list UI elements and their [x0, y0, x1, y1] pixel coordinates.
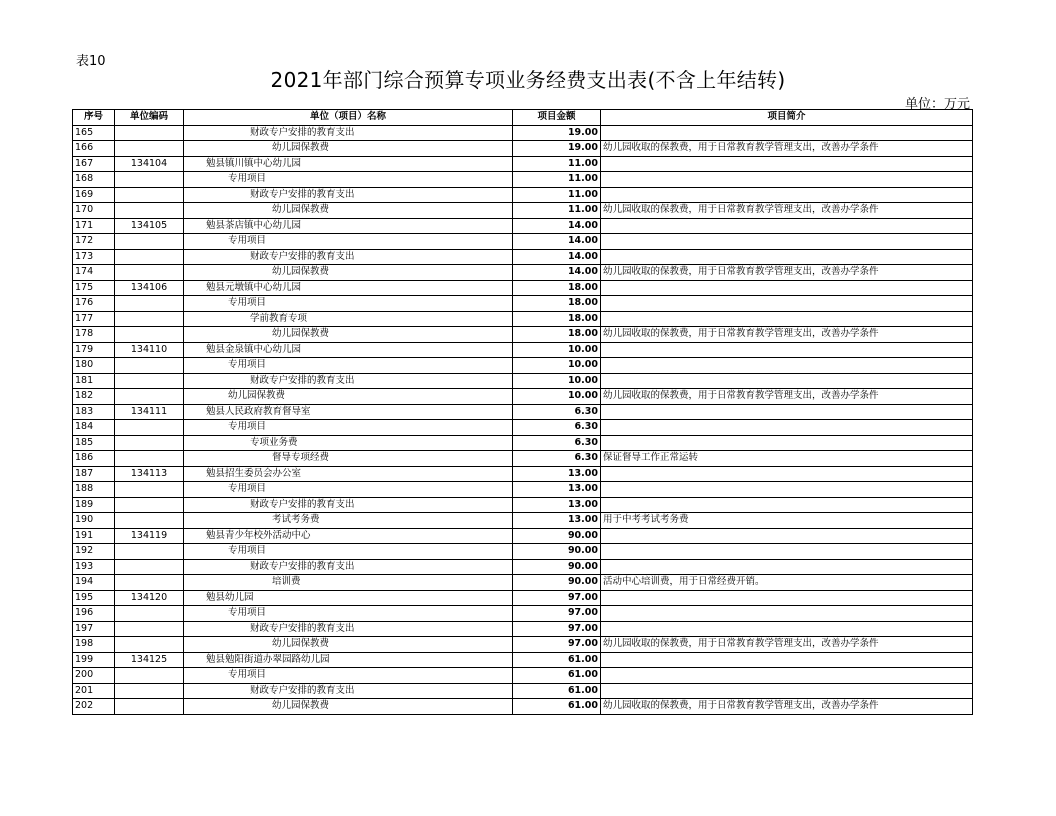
cell-seq: 178 — [73, 327, 115, 343]
cell-name: 幼儿园保教费 — [184, 141, 513, 157]
table-row — [73, 420, 973, 436]
cell-unit-code: 134110 — [115, 342, 184, 358]
table-row — [73, 606, 973, 622]
cell-name: 财政专户安排的教育支出 — [184, 621, 513, 637]
cell-seq: 188 — [73, 482, 115, 498]
table-row — [73, 482, 973, 498]
table-row — [73, 156, 973, 172]
cell-description — [601, 156, 973, 172]
cell-description: 幼儿园收取的保教费，用于日常教育教学管理支出，改善办学条件 — [601, 637, 973, 653]
cell-unit-code: 134120 — [115, 590, 184, 606]
cell-unit-code — [115, 249, 184, 265]
cell-name: 财政专户安排的教育支出 — [184, 559, 513, 575]
cell-seq: 166 — [73, 141, 115, 157]
cell-name: 财政专户安排的教育支出 — [184, 249, 513, 265]
cell-amount: 11.00 — [513, 156, 601, 172]
cell-unit-code — [115, 497, 184, 513]
cell-unit-code — [115, 187, 184, 203]
cell-name: 幼儿园保教费 — [184, 265, 513, 281]
cell-description — [601, 606, 973, 622]
table-row — [73, 203, 973, 219]
cell-name: 勉县幼儿园 — [184, 590, 513, 606]
cell-description — [601, 187, 973, 203]
cell-name: 专用项目 — [184, 296, 513, 312]
cell-unit-code: 134106 — [115, 280, 184, 296]
cell-amount: 13.00 — [513, 482, 601, 498]
cell-amount: 13.00 — [513, 513, 601, 529]
cell-amount: 18.00 — [513, 280, 601, 296]
table-row — [73, 373, 973, 389]
cell-description — [601, 234, 973, 250]
cell-unit-code — [115, 265, 184, 281]
cell-seq: 186 — [73, 451, 115, 467]
cell-name: 财政专户安排的教育支出 — [184, 683, 513, 699]
table-row — [73, 141, 973, 157]
cell-description — [601, 218, 973, 234]
cell-unit-code — [115, 513, 184, 529]
cell-seq: 197 — [73, 621, 115, 637]
cell-amount: 6.30 — [513, 451, 601, 467]
cell-seq: 168 — [73, 172, 115, 188]
table-body — [73, 125, 973, 714]
table-row — [73, 389, 973, 405]
cell-seq: 193 — [73, 559, 115, 575]
table-row — [73, 528, 973, 544]
cell-name: 财政专户安排的教育支出 — [184, 187, 513, 203]
cell-name: 勉县元墩镇中心幼儿园 — [184, 280, 513, 296]
cell-name: 专用项目 — [184, 606, 513, 622]
table-row — [73, 172, 973, 188]
cell-unit-code — [115, 637, 184, 653]
cell-amount: 61.00 — [513, 683, 601, 699]
cell-amount: 14.00 — [513, 234, 601, 250]
cell-name: 勉县镇川镇中心幼儿园 — [184, 156, 513, 172]
table-row — [73, 575, 973, 591]
cell-name: 专用项目 — [184, 172, 513, 188]
cell-name: 勉县青少年校外活动中心 — [184, 528, 513, 544]
budget-table — [72, 109, 973, 715]
cell-unit-code — [115, 358, 184, 374]
table-row — [73, 652, 973, 668]
cell-amount: 18.00 — [513, 311, 601, 327]
table-row — [73, 296, 973, 312]
table-row — [73, 451, 973, 467]
cell-description: 幼儿园收取的保教费，用于日常教育教学管理支出，改善办学条件 — [601, 699, 973, 715]
cell-name: 考试考务费 — [184, 513, 513, 529]
document-title: 2021年部门综合预算专项业务经费支出表(不含上年结转) — [270, 68, 786, 92]
cell-name: 专项业务费 — [184, 435, 513, 451]
cell-seq: 172 — [73, 234, 115, 250]
cell-unit-code — [115, 234, 184, 250]
cell-seq: 192 — [73, 544, 115, 560]
cell-seq: 181 — [73, 373, 115, 389]
table-row — [73, 466, 973, 482]
cell-unit-code: 134105 — [115, 218, 184, 234]
cell-unit-code — [115, 327, 184, 343]
cell-unit-code — [115, 482, 184, 498]
cell-unit-code — [115, 544, 184, 560]
cell-name: 勉县人民政府教育督导室 — [184, 404, 513, 420]
cell-name: 幼儿园保教费 — [184, 203, 513, 219]
cell-name: 专用项目 — [184, 544, 513, 560]
table-row — [73, 404, 973, 420]
cell-amount: 6.30 — [513, 435, 601, 451]
cell-seq: 191 — [73, 528, 115, 544]
cell-unit-code — [115, 420, 184, 436]
cell-seq: 190 — [73, 513, 115, 529]
cell-name: 勉县招生委员会办公室 — [184, 466, 513, 482]
cell-amount: 61.00 — [513, 699, 601, 715]
cell-unit-code — [115, 172, 184, 188]
cell-seq: 195 — [73, 590, 115, 606]
cell-seq: 167 — [73, 156, 115, 172]
cell-unit-code — [115, 699, 184, 715]
cell-unit-code — [115, 668, 184, 684]
table-row — [73, 497, 973, 513]
table-row — [73, 249, 973, 265]
cell-unit-code — [115, 389, 184, 405]
table-row — [73, 621, 973, 637]
cell-seq: 184 — [73, 420, 115, 436]
cell-amount: 97.00 — [513, 590, 601, 606]
cell-description: 保证督导工作正常运转 — [601, 451, 973, 467]
cell-name: 幼儿园保教费 — [184, 389, 513, 405]
cell-unit-code: 134111 — [115, 404, 184, 420]
table-row — [73, 311, 973, 327]
column-header-seq: 序号 — [73, 110, 115, 126]
cell-unit-code — [115, 559, 184, 575]
cell-description: 幼儿园收取的保教费，用于日常教育教学管理支出，改善办学条件 — [601, 389, 973, 405]
cell-amount: 19.00 — [513, 125, 601, 141]
cell-name: 财政专户安排的教育支出 — [184, 373, 513, 389]
cell-seq: 202 — [73, 699, 115, 715]
cell-seq: 170 — [73, 203, 115, 219]
cell-seq: 171 — [73, 218, 115, 234]
cell-description — [601, 125, 973, 141]
cell-amount: 10.00 — [513, 358, 601, 374]
cell-name: 专用项目 — [184, 234, 513, 250]
table-row — [73, 559, 973, 575]
cell-description — [601, 683, 973, 699]
cell-unit-code — [115, 683, 184, 699]
cell-name: 专用项目 — [184, 668, 513, 684]
cell-unit-code — [115, 373, 184, 389]
cell-description — [601, 668, 973, 684]
cell-amount: 90.00 — [513, 559, 601, 575]
cell-amount: 6.30 — [513, 420, 601, 436]
cell-unit-code: 134125 — [115, 652, 184, 668]
cell-amount: 97.00 — [513, 637, 601, 653]
table-number-label: 表10 — [76, 54, 106, 69]
cell-description — [601, 435, 973, 451]
column-header-name: 单位（项目）名称 — [184, 110, 513, 126]
cell-name: 专用项目 — [184, 420, 513, 436]
cell-description — [601, 404, 973, 420]
cell-unit-code — [115, 435, 184, 451]
cell-seq: 175 — [73, 280, 115, 296]
column-header-amount: 项目金额 — [513, 110, 601, 126]
cell-seq: 183 — [73, 404, 115, 420]
cell-seq: 173 — [73, 249, 115, 265]
column-header-code: 单位编码 — [115, 110, 184, 126]
cell-amount: 19.00 — [513, 141, 601, 157]
table-row — [73, 513, 973, 529]
cell-amount: 90.00 — [513, 575, 601, 591]
cell-name: 勉县茶店镇中心幼儿园 — [184, 218, 513, 234]
cell-amount: 11.00 — [513, 203, 601, 219]
cell-name: 勉县金泉镇中心幼儿园 — [184, 342, 513, 358]
cell-seq: 180 — [73, 358, 115, 374]
cell-seq: 182 — [73, 389, 115, 405]
cell-name: 专用项目 — [184, 482, 513, 498]
cell-seq: 200 — [73, 668, 115, 684]
table-row — [73, 544, 973, 560]
cell-name: 勉县勉阳街道办翠园路幼儿园 — [184, 652, 513, 668]
cell-unit-code — [115, 606, 184, 622]
cell-description: 幼儿园收取的保教费，用于日常教育教学管理支出，改善办学条件 — [601, 265, 973, 281]
table-row — [73, 683, 973, 699]
table-row — [73, 280, 973, 296]
cell-seq: 177 — [73, 311, 115, 327]
cell-unit-code — [115, 575, 184, 591]
cell-amount: 10.00 — [513, 342, 601, 358]
cell-description — [601, 172, 973, 188]
cell-amount: 10.00 — [513, 389, 601, 405]
table-row — [73, 234, 973, 250]
cell-amount: 97.00 — [513, 621, 601, 637]
cell-seq: 185 — [73, 435, 115, 451]
cell-amount: 14.00 — [513, 249, 601, 265]
table-row — [73, 699, 973, 715]
cell-description: 幼儿园收取的保教费，用于日常教育教学管理支出，改善办学条件 — [601, 327, 973, 343]
cell-seq: 194 — [73, 575, 115, 591]
cell-description — [601, 358, 973, 374]
cell-unit-code — [115, 621, 184, 637]
cell-amount: 61.00 — [513, 668, 601, 684]
cell-seq: 189 — [73, 497, 115, 513]
table-header-row — [73, 110, 973, 126]
cell-amount: 61.00 — [513, 652, 601, 668]
cell-seq: 169 — [73, 187, 115, 203]
table-row — [73, 327, 973, 343]
cell-amount: 13.00 — [513, 497, 601, 513]
cell-seq: 179 — [73, 342, 115, 358]
table-row — [73, 187, 973, 203]
cell-amount: 18.00 — [513, 327, 601, 343]
cell-description — [601, 466, 973, 482]
cell-description — [601, 559, 973, 575]
cell-seq: 198 — [73, 637, 115, 653]
cell-description — [601, 420, 973, 436]
cell-description — [601, 652, 973, 668]
cell-description — [601, 482, 973, 498]
cell-amount: 14.00 — [513, 265, 601, 281]
cell-description: 用于中考考试考务费 — [601, 513, 973, 529]
cell-seq: 176 — [73, 296, 115, 312]
cell-unit-code — [115, 125, 184, 141]
cell-amount: 90.00 — [513, 528, 601, 544]
cell-description: 活动中心培训费，用于日常经费开销。 — [601, 575, 973, 591]
table-row — [73, 590, 973, 606]
cell-unit-code: 134113 — [115, 466, 184, 482]
cell-amount: 11.00 — [513, 187, 601, 203]
cell-description — [601, 296, 973, 312]
cell-description — [601, 373, 973, 389]
cell-description — [601, 621, 973, 637]
table-row — [73, 125, 973, 141]
cell-description — [601, 528, 973, 544]
cell-description — [601, 342, 973, 358]
cell-unit-code — [115, 296, 184, 312]
cell-description — [601, 311, 973, 327]
cell-seq: 201 — [73, 683, 115, 699]
cell-seq: 174 — [73, 265, 115, 281]
cell-name: 培训费 — [184, 575, 513, 591]
cell-name: 督导专项经费 — [184, 451, 513, 467]
cell-description — [601, 249, 973, 265]
cell-name: 学前教育专项 — [184, 311, 513, 327]
cell-description — [601, 590, 973, 606]
cell-unit-code — [115, 451, 184, 467]
table-row — [73, 218, 973, 234]
cell-amount: 6.30 — [513, 404, 601, 420]
unit-label: 单位：万元 — [904, 97, 970, 112]
cell-unit-code — [115, 141, 184, 157]
cell-description: 幼儿园收取的保教费，用于日常教育教学管理支出，改善办学条件 — [601, 203, 973, 219]
cell-description — [601, 544, 973, 560]
table-row — [73, 358, 973, 374]
cell-amount: 18.00 — [513, 296, 601, 312]
cell-description — [601, 497, 973, 513]
cell-seq: 196 — [73, 606, 115, 622]
cell-name: 幼儿园保教费 — [184, 327, 513, 343]
cell-amount: 14.00 — [513, 218, 601, 234]
cell-amount: 11.00 — [513, 172, 601, 188]
cell-name: 幼儿园保教费 — [184, 637, 513, 653]
cell-amount: 97.00 — [513, 606, 601, 622]
column-header-description: 项目简介 — [601, 110, 973, 126]
cell-description — [601, 280, 973, 296]
cell-name: 财政专户安排的教育支出 — [184, 125, 513, 141]
table-row — [73, 668, 973, 684]
cell-seq: 165 — [73, 125, 115, 141]
cell-seq: 187 — [73, 466, 115, 482]
cell-name: 财政专户安排的教育支出 — [184, 497, 513, 513]
table-row — [73, 435, 973, 451]
cell-unit-code: 134119 — [115, 528, 184, 544]
cell-unit-code — [115, 203, 184, 219]
cell-description: 幼儿园收取的保教费，用于日常教育教学管理支出，改善办学条件 — [601, 141, 973, 157]
table-row — [73, 342, 973, 358]
table-row — [73, 265, 973, 281]
cell-unit-code — [115, 311, 184, 327]
cell-amount: 10.00 — [513, 373, 601, 389]
cell-unit-code: 134104 — [115, 156, 184, 172]
table-row — [73, 637, 973, 653]
cell-amount: 90.00 — [513, 544, 601, 560]
cell-amount: 13.00 — [513, 466, 601, 482]
cell-name: 专用项目 — [184, 358, 513, 374]
cell-seq: 199 — [73, 652, 115, 668]
cell-name: 幼儿园保教费 — [184, 699, 513, 715]
